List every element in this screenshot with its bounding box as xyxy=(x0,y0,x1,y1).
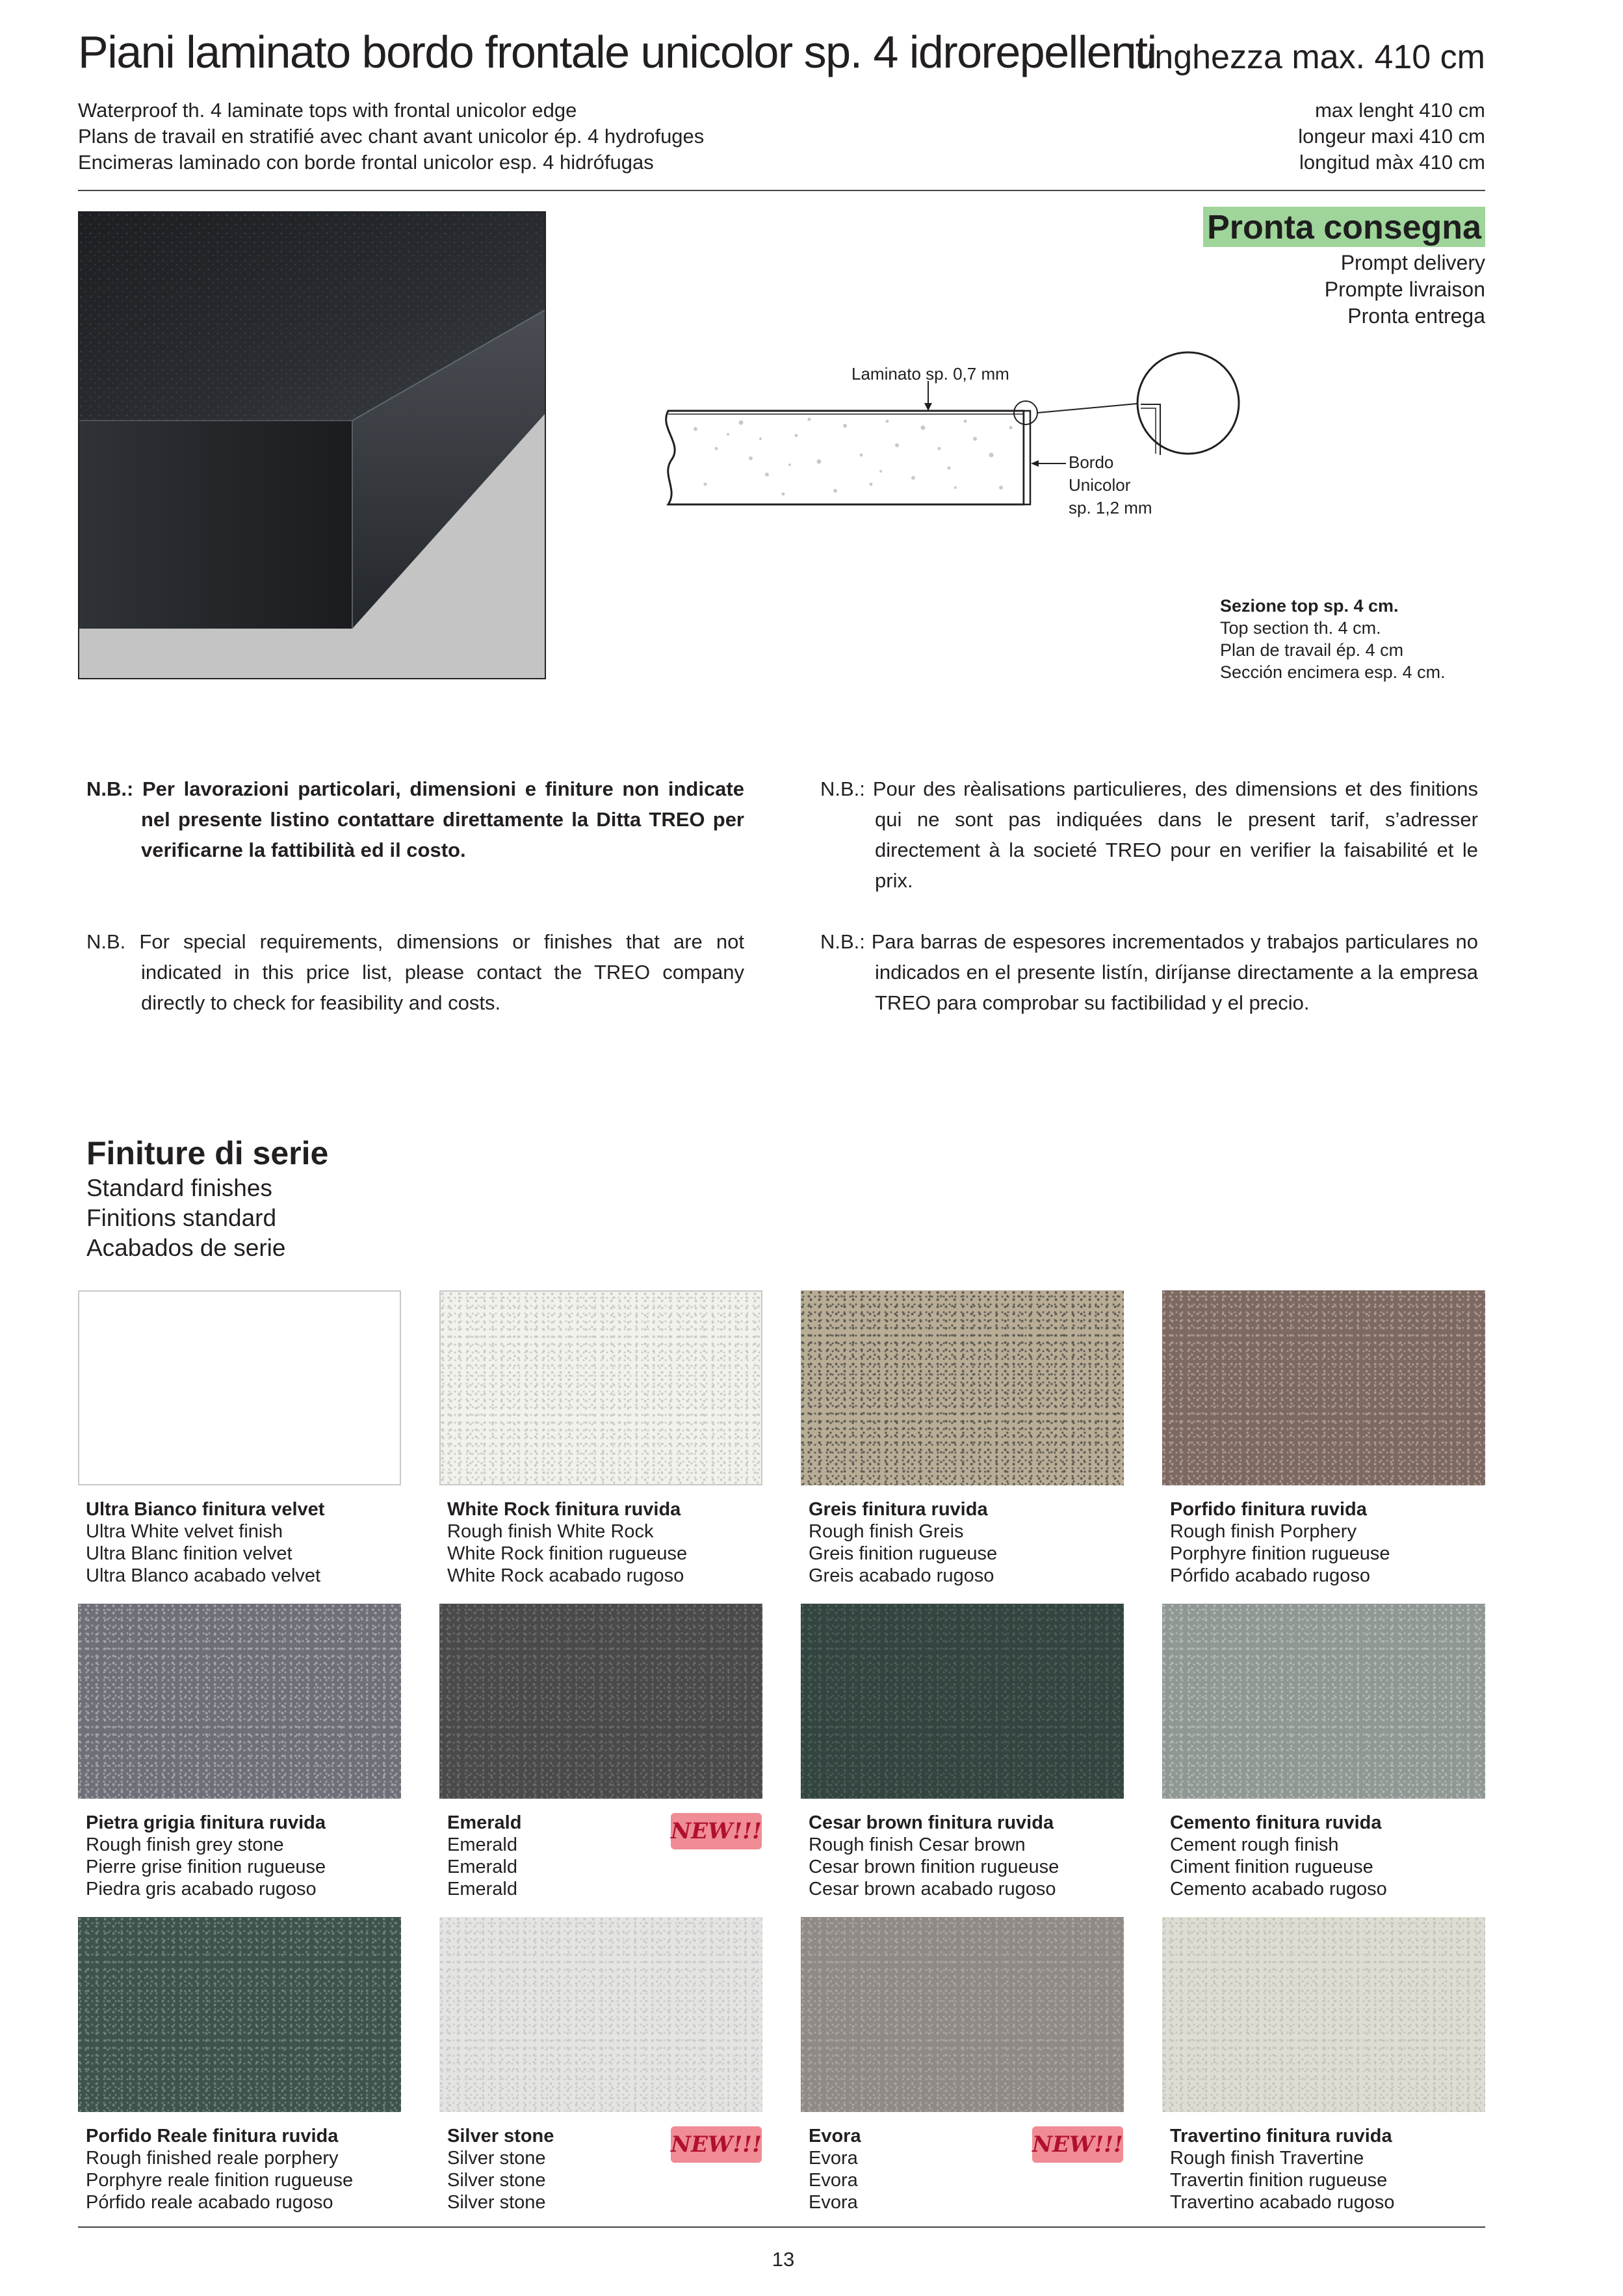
note-spanish: N.B.: Para barras de espesores incrementados y trabajos particulares no indicados en el presente listín, diríjanse directamente a la empresa TREO para comprobar su factibilidad y el precio. xyxy=(820,930,1478,1014)
caption-ultra-bianco-finitura-velvet xyxy=(86,1498,409,1587)
new-badge: NEW!!! xyxy=(1032,2126,1123,2163)
swatch-cemento-finitura-ruvida xyxy=(1162,1604,1485,1799)
caption-travertino-finitura-ruvida xyxy=(1170,2125,1493,2213)
edge-label-line3: sp. 1,2 mm xyxy=(1069,498,1152,517)
length-fr: longeur maxi 410 cm xyxy=(1298,125,1485,148)
finish-name: Pietra grigia finitura ruvida xyxy=(86,1812,326,1833)
finish-translation: Cement rough finish xyxy=(1170,1834,1339,1855)
finish-translation: Cesar brown finition rugueuse xyxy=(809,1857,1059,1877)
finish-translation: Cesar brown acabado rugoso xyxy=(809,1879,1056,1899)
finish-translation: Ultra White velvet finish xyxy=(86,1521,283,1542)
swatch-white-rock-finitura-ruvida xyxy=(439,1290,762,1485)
prompt-delivery-badge: Pronta consegna xyxy=(1203,207,1485,247)
finish-translation: Pierre grise finition rugueuse xyxy=(86,1857,326,1877)
new-badge: NEW!!! xyxy=(671,1813,762,1849)
swatch-cesar-brown-finitura-ruvida xyxy=(801,1604,1124,1799)
finish-translation: Evora xyxy=(809,2148,858,2169)
finish-name: Greis finitura ruvida xyxy=(809,1499,988,1520)
finish-translation: Silver stone xyxy=(447,2192,546,2213)
finish-translation: Ultra Blanc finition velvet xyxy=(86,1543,292,1564)
caption-cesar-brown-finitura-ruvida xyxy=(809,1812,1132,1900)
section-fr: Plan de travail ép. 4 cm xyxy=(1220,640,1404,660)
finish-name: Ultra Bianco finitura velvet xyxy=(86,1499,325,1520)
finish-name: Silver stone xyxy=(447,2126,554,2146)
finish-translation: Ultra Blanco acabado velvet xyxy=(86,1565,321,1586)
finish-name: White Rock finitura ruvida xyxy=(447,1499,681,1520)
finish-translation: Rough finish Cesar brown xyxy=(809,1834,1026,1855)
finish-name: Emerald xyxy=(447,1812,522,1833)
finish-name: Travertino finitura ruvida xyxy=(1170,2126,1392,2146)
note-french: N.B.: Pour des rèalisations particulieres, des dimensions et des finitions qui ne sont pas indiquées dans le present tarif, s’adresser directement à la societé TREO pour en verifier la faisabilité et le prix. xyxy=(820,777,1478,892)
finishes-subtitles xyxy=(86,1173,285,1263)
swatch-porfido-finitura-ruvida xyxy=(1162,1290,1485,1485)
finishes-en: Standard finishes xyxy=(86,1175,272,1201)
swatch-emerald xyxy=(439,1604,762,1799)
page-number: 13 xyxy=(772,2248,795,2271)
laminate-label: Laminato sp. 0,7 mm xyxy=(851,364,1009,384)
caption-porfido-finitura-ruvida xyxy=(1170,1498,1493,1587)
finish-translation: Travertin finition rugueuse xyxy=(1170,2170,1388,2191)
caption-greis-finitura-ruvida xyxy=(809,1498,1132,1587)
section-title: Sezione top sp. 4 cm. xyxy=(1220,596,1399,616)
finish-name: Porfido Reale finitura ruvida xyxy=(86,2126,339,2146)
swatch-silver-stone xyxy=(439,1917,762,2112)
finish-name: Evora xyxy=(809,2126,861,2146)
swatch-evora xyxy=(801,1917,1124,2112)
prompt-delivery-es: Pronta entrega xyxy=(1347,304,1485,328)
caption-cemento-finitura-ruvida xyxy=(1170,1812,1493,1900)
subtitle-fr: Plans de travail en stratifié avec chant avant unicolor ép. 4 hydrofuges xyxy=(78,125,705,148)
finish-name: Porfido finitura ruvida xyxy=(1170,1499,1367,1520)
finish-translation: Silver stone xyxy=(447,2148,546,2169)
finish-translation: Emerald xyxy=(447,1857,517,1877)
finish-translation: Ciment finition rugueuse xyxy=(1170,1857,1373,1877)
finish-translation: Emerald xyxy=(447,1879,517,1899)
finish-translation: White Rock acabado rugoso xyxy=(447,1565,684,1586)
subtitle-translations xyxy=(78,98,704,176)
finish-translation: Pórfido reale acabado rugoso xyxy=(86,2192,333,2213)
caption-porfido-reale-finitura-ruvida xyxy=(86,2125,409,2213)
finish-translation: Rough finished reale porphery xyxy=(86,2148,339,2169)
countertop-illustration xyxy=(79,213,545,678)
edge-label xyxy=(1069,451,1152,519)
finish-translation: Piedra gris acabado rugoso xyxy=(86,1879,317,1899)
header-divider xyxy=(78,190,1485,191)
finishes-title: Finiture di serie xyxy=(86,1135,329,1171)
swatch-porfido-reale-finitura-ruvida xyxy=(78,1917,401,2112)
prompt-delivery-fr: Prompte livraison xyxy=(1324,278,1485,301)
prompt-delivery-en: Prompt delivery xyxy=(1340,251,1485,274)
finish-translation: Rough finish grey stone xyxy=(86,1834,284,1855)
new-badge: NEW!!! xyxy=(671,2126,762,2163)
length-en: max lenght 410 cm xyxy=(1315,99,1485,122)
finish-translation: Pórfido acabado rugoso xyxy=(1170,1565,1370,1586)
finish-translation: White Rock finition rugueuse xyxy=(447,1543,688,1564)
prompt-delivery-translations xyxy=(1325,250,1485,330)
section-en: Top section th. 4 cm. xyxy=(1220,618,1381,638)
note-english: N.B. For special requirements, dimensions or finishes that are not indicated in this price list, please contact the TREO company directly to check for feasibility and costs. xyxy=(86,930,744,1014)
footer-divider xyxy=(78,2226,1485,2228)
edge-label-line2: Unicolor xyxy=(1069,475,1131,495)
finish-translation: Rough finish White Rock xyxy=(447,1521,654,1542)
finish-translation: Silver stone xyxy=(447,2170,546,2191)
finish-translation: Porphyre reale finition rugueuse xyxy=(86,2170,354,2191)
finishes-fr: Finitions standard xyxy=(86,1205,277,1231)
length-translations xyxy=(1298,98,1485,176)
note-italian: N.B.: Per lavorazioni particolari, dimensioni e finiture non indicate nel presente listino contattare direttamente la Ditta TREO per verificarne la fattibilità ed il costo. xyxy=(86,777,744,861)
section-caption xyxy=(1220,595,1446,683)
finish-translation: Greis finition rugueuse xyxy=(809,1543,998,1564)
finish-translation: Cemento acabado rugoso xyxy=(1170,1879,1387,1899)
swatch-ultra-bianco-finitura-velvet xyxy=(78,1290,401,1485)
finish-translation: Evora xyxy=(809,2170,858,2191)
swatch-greis-finitura-ruvida xyxy=(801,1290,1124,1485)
swatch-pietra-grigia-finitura-ruvida xyxy=(78,1604,401,1799)
detail-magnifier xyxy=(1137,352,1239,454)
caption-pietra-grigia-finitura-ruvida xyxy=(86,1812,409,1900)
product-photo xyxy=(78,211,546,679)
finish-translation: Rough finish Greis xyxy=(809,1521,964,1542)
subtitle-es: Encimeras laminado con borde frontal unicolor esp. 4 hidrófugas xyxy=(78,151,654,174)
max-length: lunghezza max. 410 cm xyxy=(1128,38,1485,76)
finish-translation: Travertino acabado rugoso xyxy=(1170,2192,1395,2213)
length-es: longitud màx 410 cm xyxy=(1299,151,1485,174)
finish-translation: Emerald xyxy=(447,1834,517,1855)
finish-translation: Evora xyxy=(809,2192,858,2213)
finish-translation: Porphyre finition rugueuse xyxy=(1170,1543,1390,1564)
section-es: Sección encimera esp. 4 cm. xyxy=(1220,662,1446,682)
subtitle-en: Waterproof th. 4 laminate tops with frontal unicolor edge xyxy=(78,99,577,122)
finish-name: Cemento finitura ruvida xyxy=(1170,1812,1382,1833)
finish-translation: Rough finish Travertine xyxy=(1170,2148,1364,2169)
swatch-travertino-finitura-ruvida xyxy=(1162,1917,1485,2112)
finishes-es: Acabados de serie xyxy=(86,1234,286,1261)
edge-label-line1: Bordo xyxy=(1069,452,1114,472)
finish-translation: Greis acabado rugoso xyxy=(809,1565,994,1586)
caption-white-rock-finitura-ruvida xyxy=(447,1498,770,1587)
finish-translation: Rough finish Porphery xyxy=(1170,1521,1357,1542)
finish-name: Cesar brown finitura ruvida xyxy=(809,1812,1054,1833)
page-title: Piani laminato bordo frontale unicolor sp. 4 idrorepellenti xyxy=(78,27,1156,77)
